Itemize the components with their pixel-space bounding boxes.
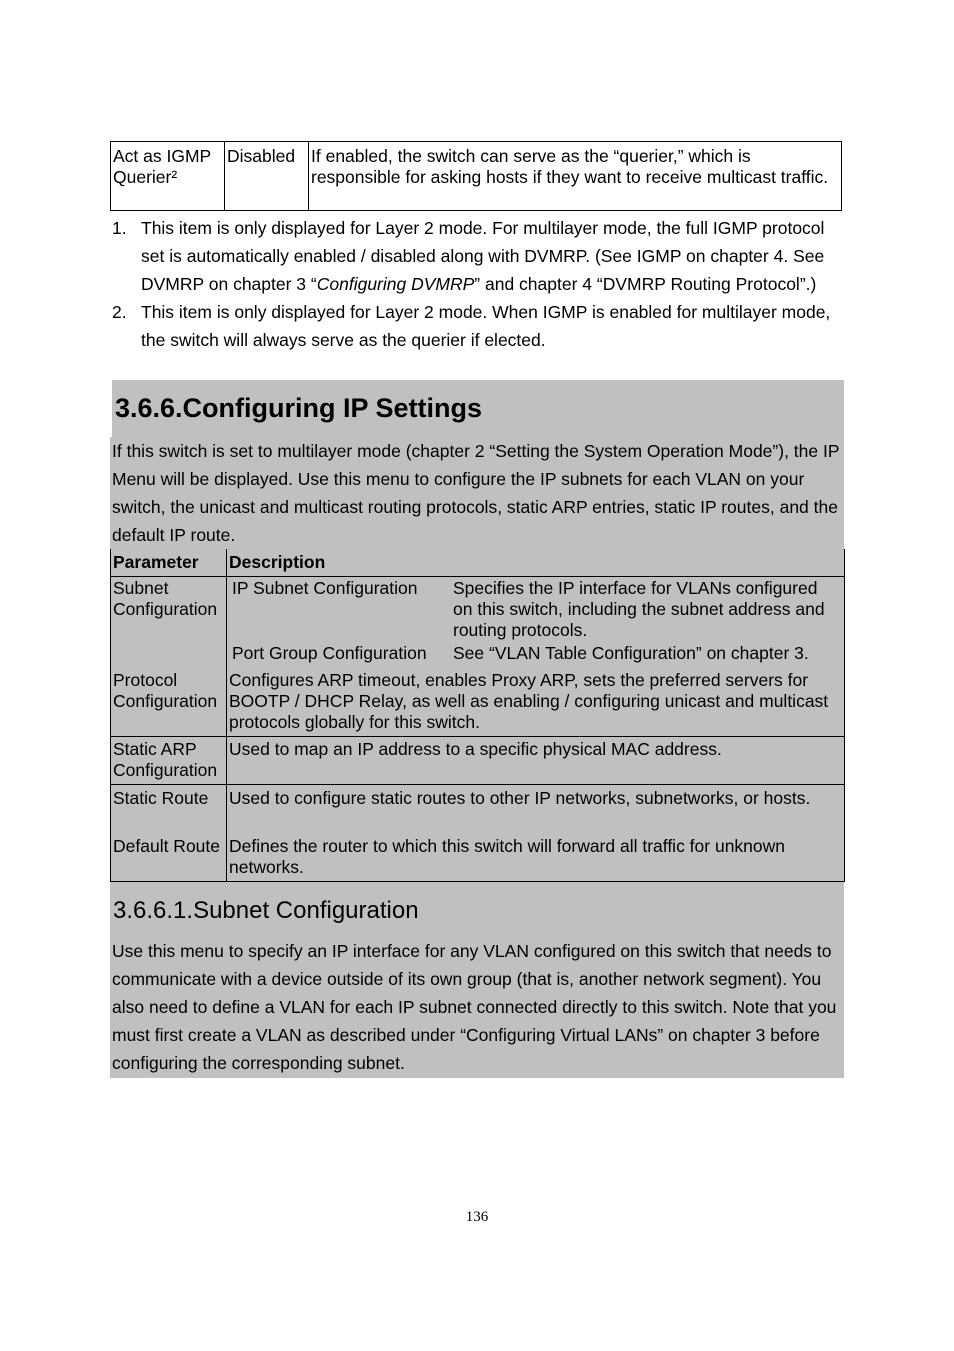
sub-desc-ip-subnet: Specifies the IP interface for VLANs configured on this switch, including the subnet address and routing protocols. bbox=[453, 578, 825, 640]
subsection-paragraph: Use this menu to specify an IP interface for any VLAN configured on this switch that needs to communicate with a device outside of its own group (that is, another network segment). You also need to define a VLAN for each IP subnet connected directly to this switch. Note that you must first create a VLAN as described under “Configuring Virtual LANs” on chapter 3 before configuring the corresponding subnet. bbox=[112, 941, 837, 1073]
sub-param-port-group: Port Group Configuration bbox=[232, 643, 427, 663]
footnote-number: 1. bbox=[112, 218, 127, 238]
sub-param-ip-subnet: IP Subnet Configuration bbox=[232, 578, 418, 598]
parameter-table bbox=[110, 549, 845, 882]
sub-desc-port-group: See “VLAN Table Configuration” on chapter 3. bbox=[453, 643, 809, 663]
igmp-settings-table bbox=[110, 141, 842, 211]
section-heading-block bbox=[112, 380, 844, 437]
footnote-item bbox=[112, 298, 844, 354]
footnote-text: This item is only displayed for Layer 2 mode. When IGMP is enabled for multilayer mode, the switch will always serve as the querier if elected. bbox=[141, 302, 831, 350]
footnote-text: This item is only displayed for Layer 2 mode. For multilayer mode, the full IGMP protocol set is automatically enabled / disabled along with DVMRP. (See IGMP on chapter 4. See DVMRP on chapter 3 “ bbox=[141, 218, 825, 294]
param-cell: Act as IGMP Querier² bbox=[111, 142, 225, 210]
section-heading: 3.6.6.Configuring IP Settings bbox=[115, 393, 483, 423]
row-desc-static-arp: Used to map an IP address to a specific physical MAC address. bbox=[229, 739, 722, 759]
row-desc-default-route: Defines the router to which this switch will forward all traffic for unknown networks. bbox=[229, 836, 786, 877]
row-desc-protocol: Configures ARP timeout, enables Proxy ARP, sets the preferred servers for BOOTP / DHCP Relay, as well as enabling / configuring unicast and multicast protocols globally for this switch. bbox=[229, 670, 829, 732]
table-header-row bbox=[111, 549, 844, 577]
row-param-static-route: Static Route bbox=[113, 788, 209, 808]
default-cell: Disabled bbox=[225, 142, 309, 210]
subsection-block bbox=[110, 882, 844, 1078]
row-desc-static-route: Used to configure static routes to other IP networks, subnetworks, or hosts. bbox=[229, 788, 811, 808]
footnote-number: 2. bbox=[112, 302, 127, 322]
footnote-item bbox=[112, 214, 844, 298]
page-number: 136 bbox=[465, 1209, 489, 1225]
intro-block bbox=[110, 437, 844, 549]
row-param-default-route: Default Route bbox=[113, 836, 221, 856]
intro-paragraph: If this switch is set to multilayer mode (chapter 2 “Setting the System Operation Mode”), the IP Menu will be displayed. Use this menu to configure the IP subnets for each VLAN on your switch, the unicast and multicast routing protocols, static ARP entries, static IP routes, and the default IP route. bbox=[112, 441, 840, 545]
description-cell: If enabled, the switch can serve as the “querier,” which is responsible for asking hosts if they want to receive multicast traffic. bbox=[311, 146, 829, 187]
column-divider bbox=[226, 549, 227, 881]
row-param-static-arp: Static ARP Configuration bbox=[113, 739, 218, 780]
row-divider bbox=[111, 784, 844, 785]
row-param-protocol: Protocol Configuration bbox=[113, 670, 218, 711]
footnotes-list bbox=[112, 214, 844, 354]
footnote-emphasis: Configuring DVMRP bbox=[316, 274, 475, 294]
header-description: Description bbox=[229, 552, 326, 572]
footnote-text-end: ” and chapter 4 “DVMRP Routing Protocol”.) bbox=[474, 274, 817, 294]
row-divider bbox=[111, 736, 844, 737]
header-parameter: Parameter bbox=[113, 552, 199, 572]
row-param-subnet: Subnet Configuration bbox=[113, 578, 218, 619]
subsection-heading: 3.6.6.1.Subnet Configuration bbox=[113, 897, 419, 924]
